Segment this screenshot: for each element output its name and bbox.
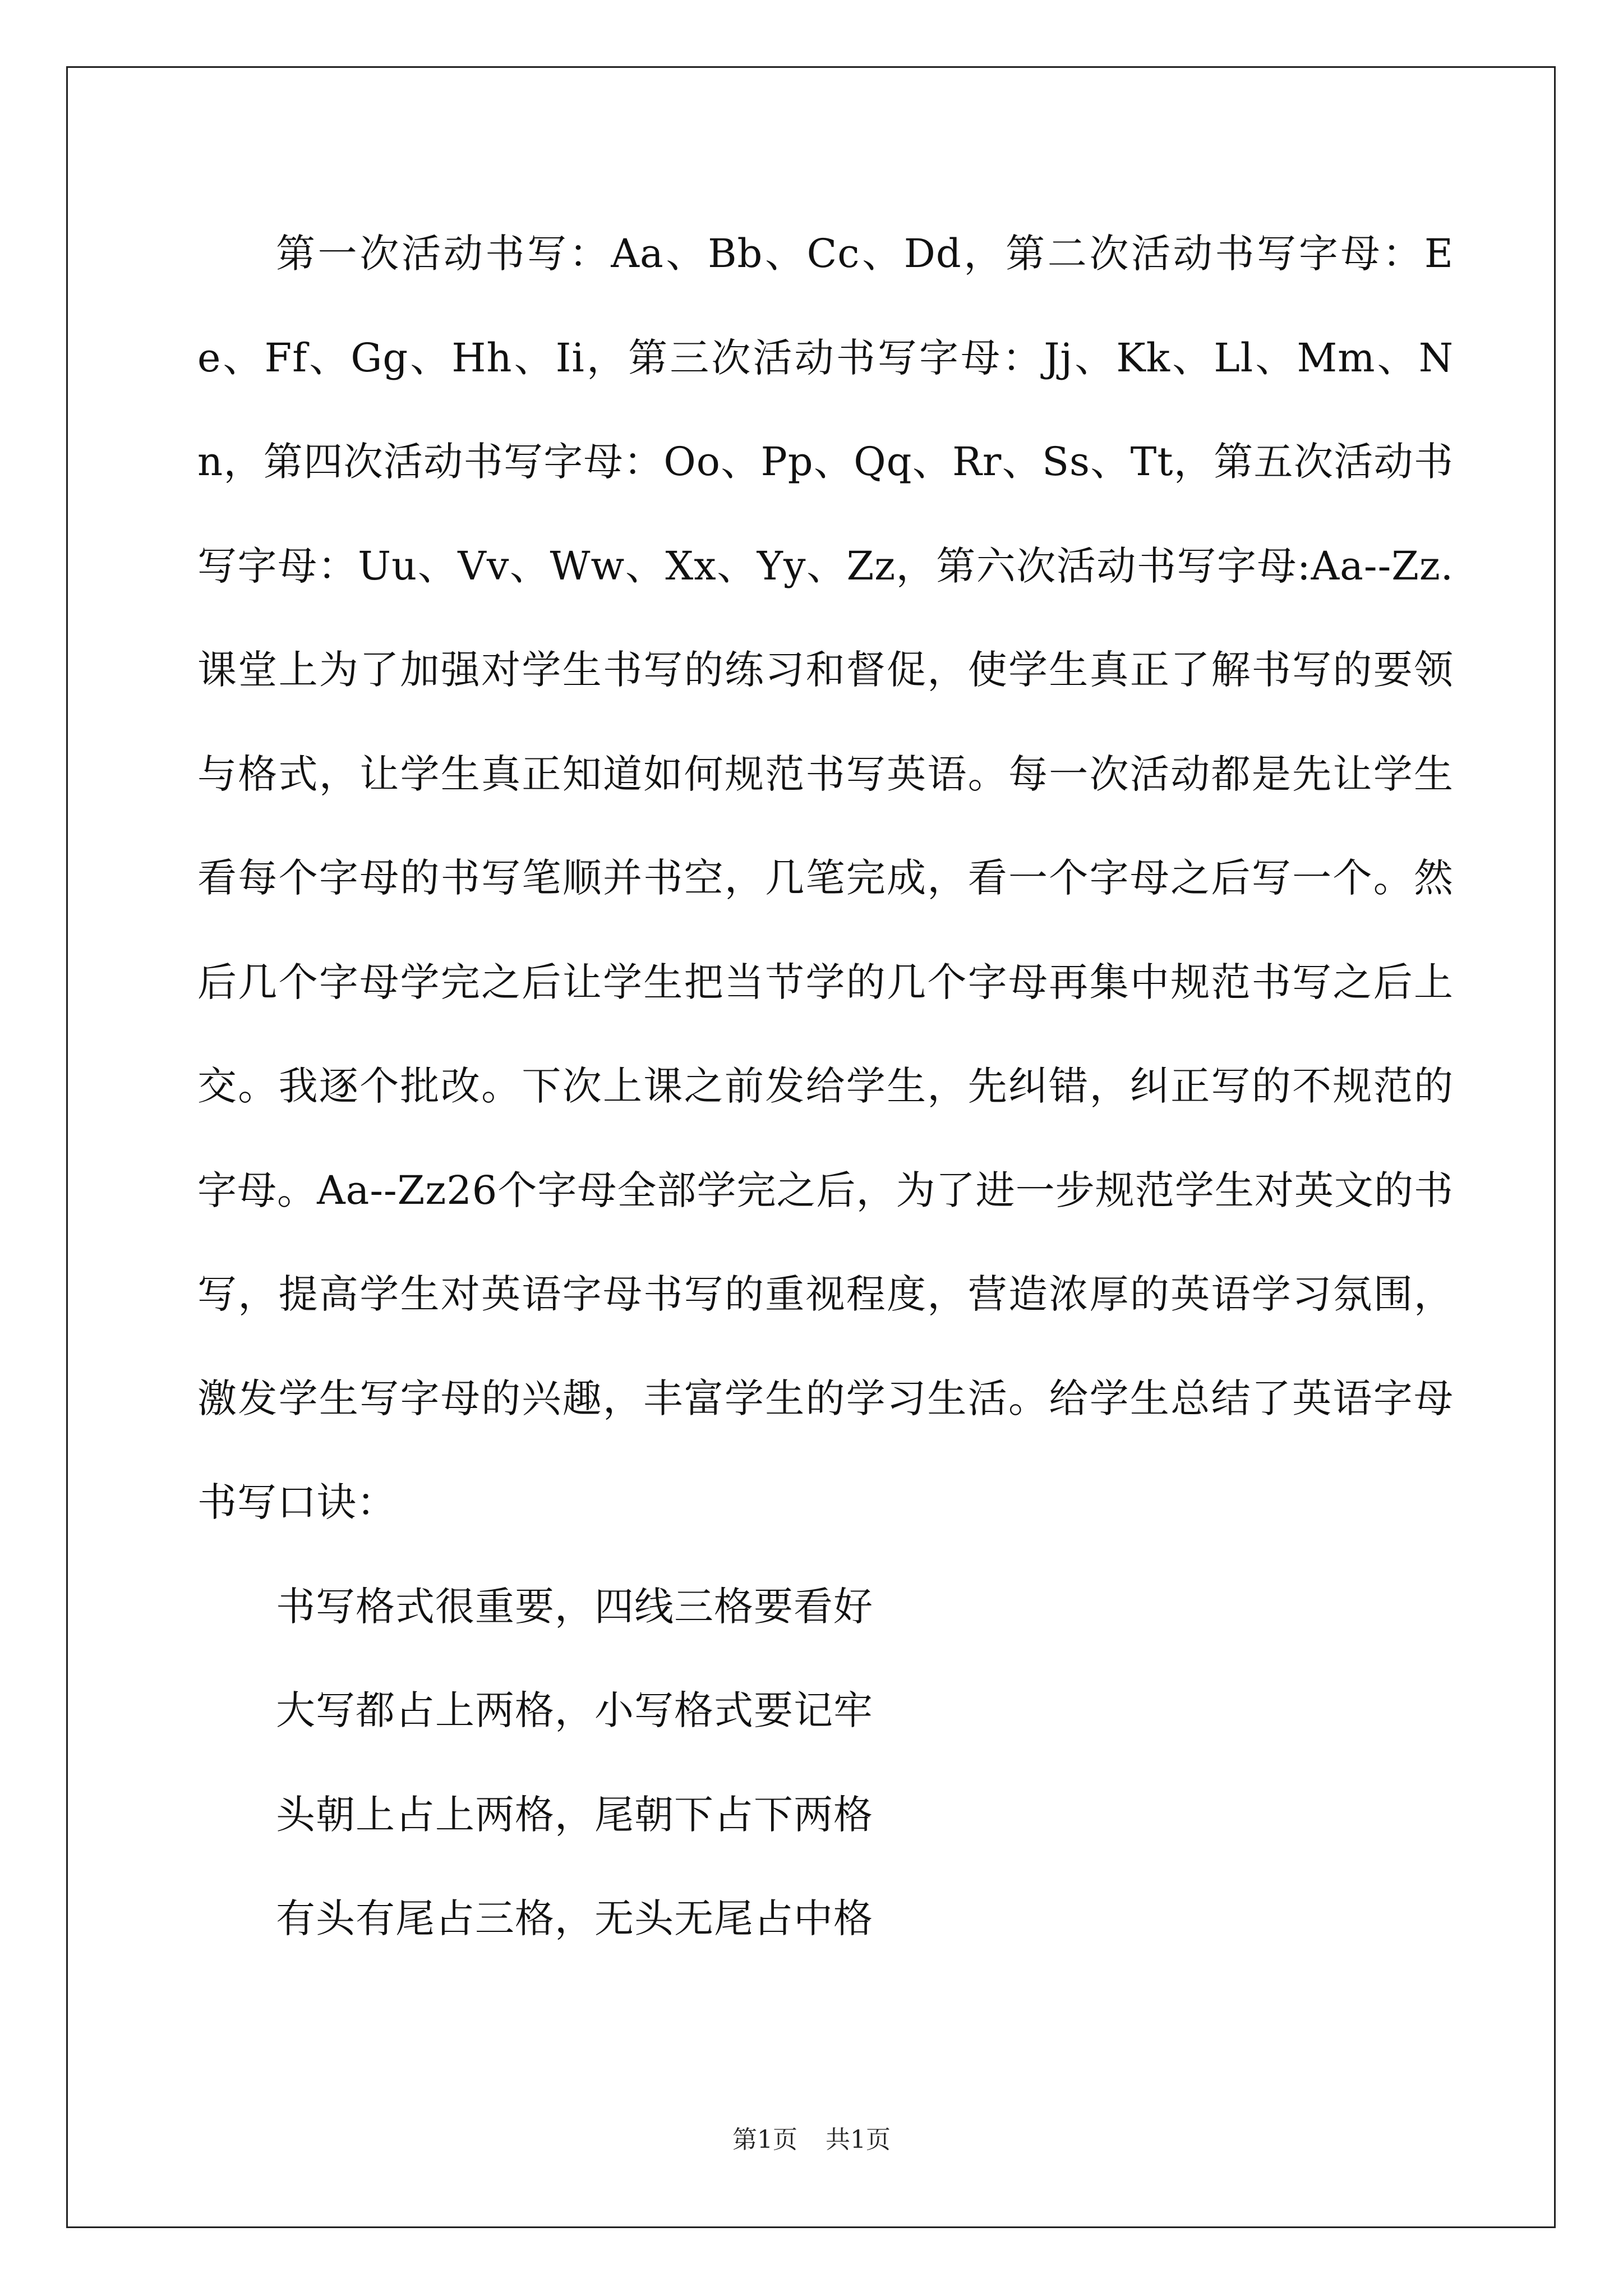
verse-line-3: 头朝上占上两格，尾朝下占下两格 <box>276 1791 873 1838</box>
verse-line-2: 大写都占上两格，小写格式要记牢 <box>276 1687 873 1733</box>
page-footer <box>0 2123 1623 2157</box>
verse-line-4: 有头有尾占三格，无头无尾占中格 <box>276 1895 873 1941</box>
page-number: 第1页 <box>732 2125 797 2154</box>
document-body <box>197 202 1454 1971</box>
body-paragraph: 第一次活动书写：Aa、Bb、Cc、Dd，第二次活动书写字母：Ee、Ff、Gg、Hh、Ii，第三次活动书写字母：Jj、Kk、Ll、Mm、Nn，第四次活动书写字母：Oo、Pp、Qq、Rr、Ss、Tt，第五次活动书写字母：Uu、Vv、Ww、Xx、Yy、Zz，第六次活动书写字母:Aa--Zz.课堂上为了加强对学生书写的练习和督促，使学生真正了解书写的要领与格式，让学生真正知道如何规范书写英语。每一次活动都是先让学生看每个字母的书写笔顺并书空，几笔完成，看一个字母之后写一个。然后几个字母学完之后让学生把当节学的几个字母再集中规范书写之后上交。我逐个批改。下次上课之前发给学生，先纠错，纠正写的不规范的字母。Aa--Zz26个字母全部学完之后，为了进一步规范学生对英文的书写，提高学生对英语字母书写的重视程度，营造浓厚的英语学习氛围，激发学生写字母的兴趣，丰富学生的学习生活。给学生总结了英语字母书写口诀： <box>197 231 1454 1525</box>
verse-line-1: 书写格式很重要，四线三格要看好 <box>276 1583 873 1630</box>
page-total: 共1页 <box>826 2125 891 2154</box>
